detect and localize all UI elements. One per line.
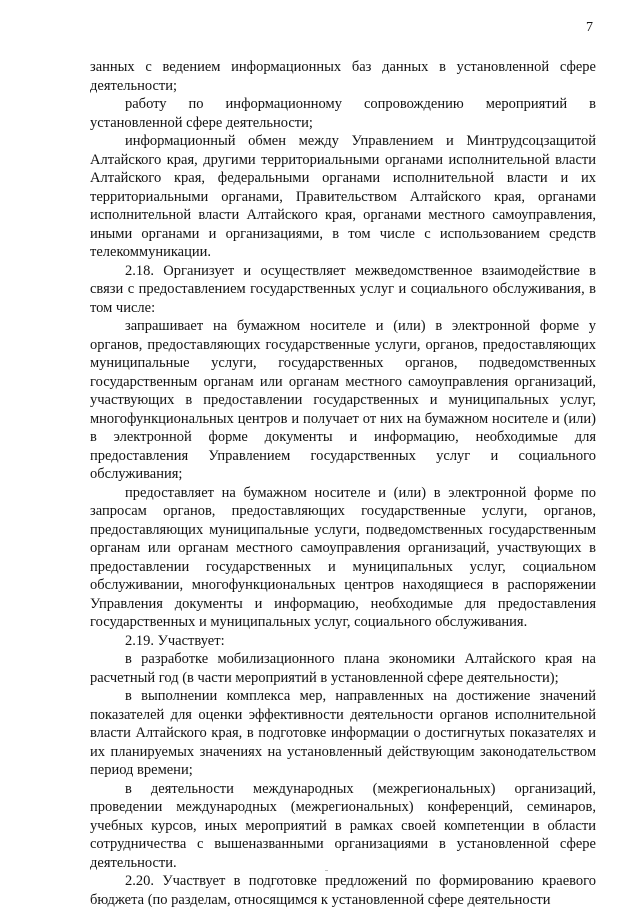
paragraph: запрашивает на бумажном носителе и (или) в электронной форме у органов, предоставляющих государственные услуги, органов, предоставляющих муниципальные услуги, государственных органов, подведомственных государственным органам или органам местного самоуправления организаций, участвующих в предоставлении государственных и муниципальных услуг, многофункциональных центров и получает от них на бумажном носителе и (или) в электронной форме документы и информацию, необходимые для предоставления Управлением государственных услуг и социального обслуживания; bbox=[90, 318, 596, 482]
paragraph: работу по информационному сопровождению мероприятий в установленной сфере деятельности; bbox=[90, 96, 596, 131]
section-paragraph: 2.19. Участвует: bbox=[125, 632, 225, 649]
paragraph: в выполнении комплекса мер, направленных на достижение значений показателей для оценки эффективности деятельности органов исполнительной власти Алтайского края, в подготовке информации о достигнутых показателях и их планируемых значениях на установленный действующим законодательством период времени; bbox=[90, 688, 596, 778]
paragraph: в разработке мобилизационного плана экономики Алтайского края на расчетный год (в части мероприятий в установленной сфере деятельности); bbox=[90, 651, 596, 686]
paragraph: информационный обмен между Управлением и Минтрудсоцзащитой Алтайского края, другими территориальными органами исполнительной власти Алтайского края, федеральными органами исполнительной власти и их территориальными органами, Правительством Алтайского края, органами исполнительной власти Алтайского края, органами местного самоуправления, иными органами и организациями, в том числе с использованием средств телекоммуникации. bbox=[90, 133, 596, 260]
page-number: 7 bbox=[586, 20, 593, 35]
paragraph: занных с ведением информационных баз данных в установленной сфере деятельности; bbox=[90, 59, 596, 94]
section-paragraph: 2.18. Организует и осуществляет межведомственное взаимодействие в связи с предоставлением государственных услуг и социального обслуживания, в том числе: bbox=[90, 262, 596, 316]
section-paragraph: 2.20. Участвует в подготовке предложений по формированию краевого бюджета (по разделам, относящимся к установленной сфере деятельности bbox=[90, 873, 596, 908]
scan-artifact bbox=[325, 870, 328, 871]
document-body bbox=[90, 58, 596, 909]
paragraph: предоставляет на бумажном носителе и (или) в электронной форме по запросам органов, предоставляющих государственные услуги, органов, предоставляющих муниципальные услуги, подведомственных государственным органам или органам местного самоуправления организаций, участвующих в предоставлении государственных и муниципальных услуг, социальном обслуживании, многофункциональных центров находящиеся в распоряжении Управления документы и информацию, необходимые для предоставления государственных и муниципальных услуг, социального обслуживания. bbox=[90, 484, 596, 630]
paragraph: в деятельности международных (межрегиональных) организаций, проведении международных (межрегиональных) конференций, семинаров, учебных курсов, иных мероприятий в рамках своей компетенции в области сотрудничества с вышеназванными организациями в установленной сфере деятельности. bbox=[90, 780, 596, 871]
